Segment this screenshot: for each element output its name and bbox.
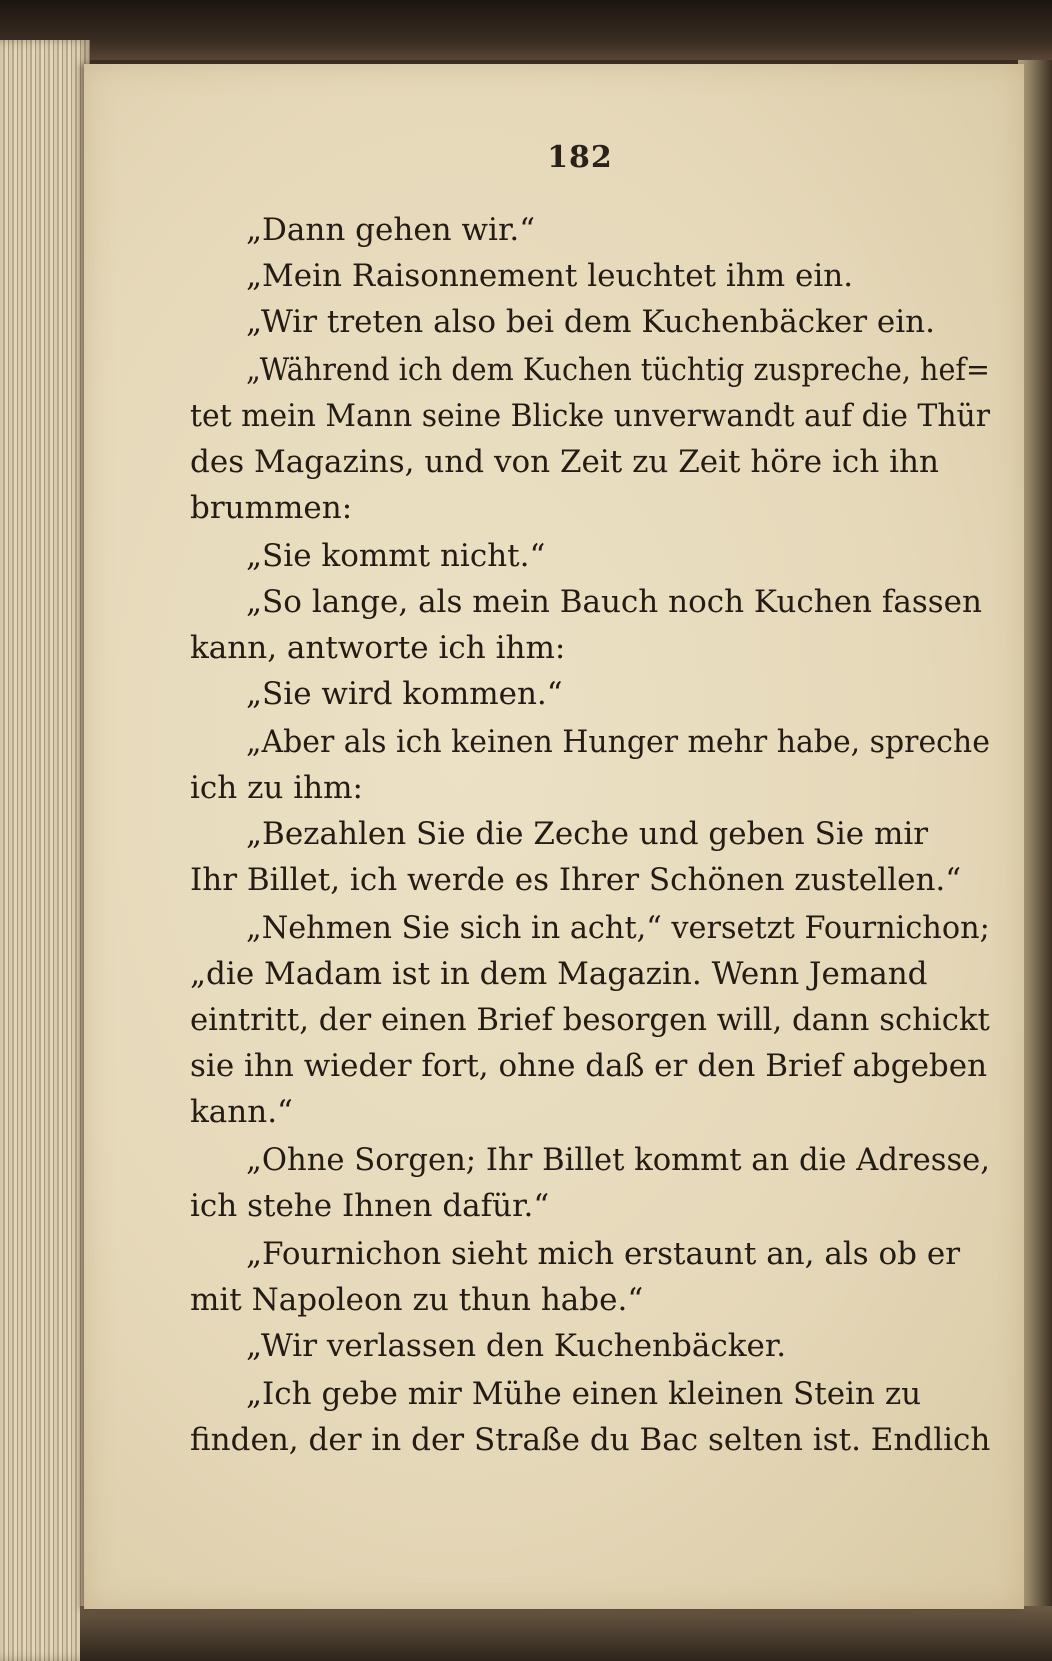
page-stack-edges <box>0 40 90 1661</box>
book-bottom-edge <box>80 1606 1052 1661</box>
text-line: „Fournichon sieht mich erstaunt an, als ob er <box>246 1236 961 1272</box>
text-line: ich stehe Ihnen dafür.“ <box>190 1188 550 1224</box>
text-line: „So lange, als mein Bauch noch Kuchen fassen <box>246 584 982 620</box>
page-number: 182 <box>547 140 613 175</box>
text-line: „Ohne Sorgen; Ihr Billet kommt an die Adresse, <box>246 1142 991 1178</box>
text-line: „Während ich dem Kuchen tüchtig zuspreche, hef= <box>246 352 990 388</box>
text-line: tet mein Mann seine Blicke unverwandt auf die Thür <box>190 398 991 434</box>
text-line: „Sie kommt nicht.“ <box>246 538 546 574</box>
text-line: brummen: <box>190 490 353 526</box>
book-top-edge <box>0 0 1052 60</box>
text-line: Ihr Billet, ich werde es Ihrer Schönen zustellen.“ <box>190 862 962 898</box>
text-line: kann.“ <box>190 1094 293 1130</box>
text-line: „die Madam ist in dem Magazin. Wenn Jemand <box>190 956 928 992</box>
text-line: „Bezahlen Sie die Zeche und geben Sie mir <box>246 816 929 852</box>
text-line: mit Napoleon zu thun habe.“ <box>190 1282 644 1318</box>
text-line: kann, antworte ich ihm: <box>190 630 566 666</box>
text-line: des Magazins, und von Zeit zu Zeit höre ich ihn <box>190 444 939 480</box>
text-line: „Sie wird kommen.“ <box>246 676 563 712</box>
text-line: ich zu ihm: <box>190 770 363 806</box>
text-line: eintritt, der einen Brief besorgen will, dann schickt <box>190 1002 990 1038</box>
text-line: „Wir treten also bei dem Kuchenbäcker ein. <box>246 304 935 340</box>
text-line: „Nehmen Sie sich in acht,“ versetzt Fournichon; <box>246 910 990 946</box>
text-line: „Mein Raisonnement leuchtet ihm ein. <box>246 258 854 294</box>
text-line: „Ich gebe mir Mühe einen kleinen Stein zu <box>246 1376 922 1412</box>
text-line: finden, der in der Straße du Bac selten ist. Endlich <box>190 1422 991 1458</box>
text-line: „Aber als ich keinen Hunger mehr habe, spreche <box>246 724 990 760</box>
text-line: „Wir verlassen den Kuchenbäcker. <box>246 1328 787 1364</box>
text-line: „Dann gehen wir.“ <box>246 212 536 248</box>
text-line: sie ihn wieder fort, ohne daß er den Brief abgeben <box>190 1048 988 1084</box>
